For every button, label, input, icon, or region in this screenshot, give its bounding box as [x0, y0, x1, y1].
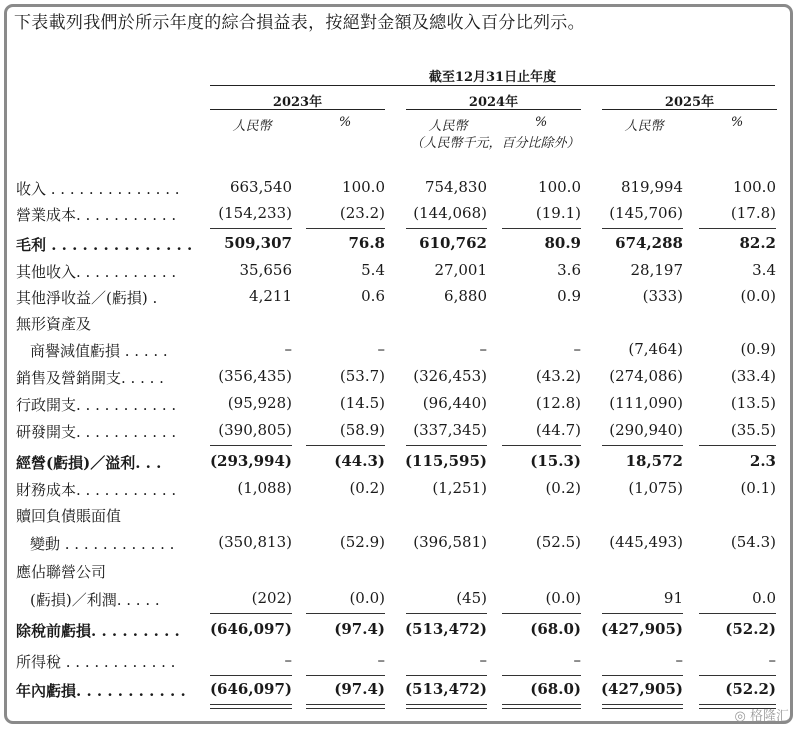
year-rule-2023 [210, 109, 385, 110]
table-cell: – [768, 651, 776, 669]
table-cell: – [573, 340, 581, 358]
subtotal-rule [699, 613, 776, 614]
table-cell: (97.4) [334, 620, 385, 638]
total-double-rule [502, 704, 581, 709]
row-label: 經營(虧損)／溢利. . . [16, 454, 162, 472]
table-cell: (96,440) [422, 394, 487, 412]
subtotal-rule [210, 613, 292, 614]
col-rmb-2024: 人民幣 [428, 119, 468, 134]
row-label: 年內虧損. . . . . . . . . . . [16, 682, 186, 700]
subtotal-rule [306, 613, 385, 614]
table-cell: (145,706) [609, 204, 683, 222]
table-cell: 100.0 [733, 178, 776, 196]
table-cell: (97.4) [334, 680, 385, 698]
period-header-rule [210, 85, 775, 86]
table-cell: (0.0) [740, 287, 776, 305]
table-cell: (513,472) [404, 680, 487, 698]
total-double-rule [306, 704, 385, 709]
table-cell: 100.0 [342, 178, 385, 196]
table-cell: 82.2 [739, 234, 776, 252]
table-cell: (44.3) [334, 452, 385, 470]
subtotal-rule [502, 675, 581, 676]
row-label: 營業成本. . . . . . . . . . . [16, 206, 177, 224]
subtotal-rule [699, 228, 776, 229]
table-cell: 18,572 [625, 452, 683, 470]
year-2023: 2023年 [272, 95, 323, 110]
subtotal-rule [210, 675, 292, 676]
table-cell: 2.3 [749, 452, 776, 470]
subtotal-rule [406, 228, 487, 229]
table-cell: 674,288 [615, 234, 683, 252]
subtotal-rule [306, 675, 385, 676]
table-cell: 0.6 [361, 287, 385, 305]
table-cell: (0.9) [740, 340, 776, 358]
row-label: 其他淨收益／(虧損) . [16, 289, 158, 307]
table-cell: (427,905) [600, 620, 683, 638]
total-double-rule [602, 704, 683, 709]
table-cell: (58.9) [339, 421, 385, 439]
table-cell: 28,197 [630, 261, 683, 279]
table-cell: (0.0) [545, 589, 581, 607]
subtotal-rule [210, 228, 292, 229]
table-cell: (445,493) [609, 533, 683, 551]
table-cell: (427,905) [600, 680, 683, 698]
table-cell: – [479, 651, 487, 669]
table-cell: (0.2) [545, 479, 581, 497]
table-cell: – [479, 340, 487, 358]
table-cell: (326,453) [413, 367, 487, 385]
table-cell: – [573, 651, 581, 669]
row-label: 贖回負債賬面值 [16, 507, 122, 525]
table-cell: 754,830 [424, 178, 487, 196]
year-rule-2025 [602, 109, 777, 110]
table-cell: (1,075) [628, 479, 683, 497]
table-cell: (144,068) [413, 204, 487, 222]
table-cell: – [377, 340, 385, 358]
row-label: 收入 . . . . . . . . . . . . . . [16, 180, 180, 198]
table-cell: 91 [663, 589, 683, 607]
watermark-text: 格隆汇 [749, 709, 789, 724]
table-cell: (337,345) [413, 421, 487, 439]
table-cell: (15.3) [530, 452, 581, 470]
table-cell: (14.5) [339, 394, 385, 412]
table-cell: (513,472) [404, 620, 487, 638]
table-cell: (19.1) [535, 204, 581, 222]
subtotal-rule [502, 228, 581, 229]
row-label: 所得稅 . . . . . . . . . . . . [16, 653, 176, 671]
subtotal-rule [406, 675, 487, 676]
subtotal-rule [602, 613, 683, 614]
table-cell: (1,251) [432, 479, 487, 497]
row-label: 銷售及營銷開支. . . . . [16, 369, 164, 387]
table-cell: (333) [642, 287, 683, 305]
row-label: 無形資產及 [16, 315, 92, 333]
col-rmb-2025: 人民幣 [624, 119, 664, 134]
year-rule-2024 [406, 109, 581, 110]
table-cell: (0.1) [740, 479, 776, 497]
col-rmb-2023: 人民幣 [232, 119, 272, 134]
table-cell: 5.4 [361, 261, 385, 279]
table-cell: (115,595) [404, 452, 487, 470]
table-cell: (52.2) [725, 620, 776, 638]
row-label: 財務成本. . . . . . . . . . . [16, 481, 177, 499]
table-cell: 6,880 [444, 287, 487, 305]
total-double-rule [210, 704, 292, 709]
table-cell: – [284, 340, 292, 358]
table-cell: – [284, 651, 292, 669]
intro-text: 下表載列我們於所示年度的綜合損益表，按絕對金額及總收入百分比列示。 [14, 13, 585, 33]
table-cell: (396,581) [413, 533, 487, 551]
table-cell: (23.2) [339, 204, 385, 222]
row-label: 除稅前虧損. . . . . . . . . [16, 622, 180, 640]
unit-note: （人民幣千元，百分比除外） [410, 136, 580, 151]
table-cell: (54.3) [730, 533, 776, 551]
table-cell: 819,994 [620, 178, 683, 196]
row-label: 研發開支. . . . . . . . . . . [16, 423, 177, 441]
table-cell: (33.4) [730, 367, 776, 385]
table-cell: (154,233) [218, 204, 292, 222]
table-cell: (68.0) [530, 680, 581, 698]
table-cell: (646,097) [209, 680, 292, 698]
table-cell: (290,940) [609, 421, 683, 439]
row-label: 變動 . . . . . . . . . . . . [30, 535, 175, 553]
subtotal-rule [406, 613, 487, 614]
table-cell: – [377, 651, 385, 669]
table-cell: (350,813) [218, 533, 292, 551]
page-frame [4, 4, 793, 724]
col-pct-2024: % [534, 115, 548, 130]
col-pct-2023: % [338, 115, 352, 130]
subtotal-rule [306, 228, 385, 229]
table-cell: (390,805) [218, 421, 292, 439]
subtotal-rule [699, 445, 776, 446]
subtotal-rule [406, 445, 487, 446]
table-cell: (1,088) [237, 479, 292, 497]
table-cell: 27,001 [434, 261, 487, 279]
row-label: (虧損)／利潤. . . . . [30, 591, 160, 609]
row-label: 毛利 . . . . . . . . . . . . . . [16, 236, 193, 254]
period-header: 截至12月31日止年度 [428, 70, 557, 85]
table-cell: 3.4 [752, 261, 776, 279]
subtotal-rule [210, 445, 292, 446]
table-cell: (17.8) [730, 204, 776, 222]
table-cell: 35,656 [239, 261, 292, 279]
table-cell: (68.0) [530, 620, 581, 638]
table-cell: (43.2) [535, 367, 581, 385]
table-cell: (52.9) [339, 533, 385, 551]
table-cell: 663,540 [229, 178, 292, 196]
table-cell: 610,762 [419, 234, 487, 252]
subtotal-rule [602, 445, 683, 446]
table-cell: (44.7) [535, 421, 581, 439]
table-cell: (202) [251, 589, 292, 607]
table-cell: (646,097) [209, 620, 292, 638]
watermark-icon: ◎ [734, 709, 746, 724]
row-label: 商譽減值虧損 . . . . . [30, 342, 168, 360]
table-cell: (45) [456, 589, 487, 607]
subtotal-rule [306, 445, 385, 446]
table-cell: 0.0 [752, 589, 776, 607]
table-cell: 509,307 [224, 234, 292, 252]
table-cell: (52.5) [535, 533, 581, 551]
col-pct-2025: % [730, 115, 744, 130]
table-cell: (293,994) [209, 452, 292, 470]
table-cell: (12.8) [535, 394, 581, 412]
subtotal-rule [699, 675, 776, 676]
table-cell: 80.9 [544, 234, 581, 252]
table-cell: 100.0 [538, 178, 581, 196]
table-cell: (274,086) [609, 367, 683, 385]
table-cell: (7,464) [628, 340, 683, 358]
year-2025: 2025年 [664, 95, 715, 110]
subtotal-rule [502, 445, 581, 446]
table-cell: (0.2) [349, 479, 385, 497]
table-cell: (52.2) [725, 680, 776, 698]
row-label: 應佔聯營公司 [16, 563, 107, 581]
table-cell: (35.5) [730, 421, 776, 439]
total-double-rule [406, 704, 487, 709]
table-cell: 0.9 [557, 287, 581, 305]
table-cell: (53.7) [339, 367, 385, 385]
table-cell: (111,090) [609, 394, 683, 412]
table-cell: (95,928) [227, 394, 292, 412]
subtotal-rule [602, 675, 683, 676]
subtotal-rule [502, 613, 581, 614]
row-label: 行政開支. . . . . . . . . . . [16, 396, 177, 414]
watermark-logo [735, 705, 790, 724]
table-cell: 3.6 [557, 261, 581, 279]
table-cell: – [675, 651, 683, 669]
table-cell: (13.5) [730, 394, 776, 412]
year-2024: 2024年 [468, 95, 519, 110]
table-cell: 4,211 [249, 287, 292, 305]
table-cell: 76.8 [348, 234, 385, 252]
table-cell: (356,435) [218, 367, 292, 385]
table-cell: (0.0) [349, 589, 385, 607]
row-label: 其他收入. . . . . . . . . . . [16, 263, 177, 281]
subtotal-rule [602, 228, 683, 229]
